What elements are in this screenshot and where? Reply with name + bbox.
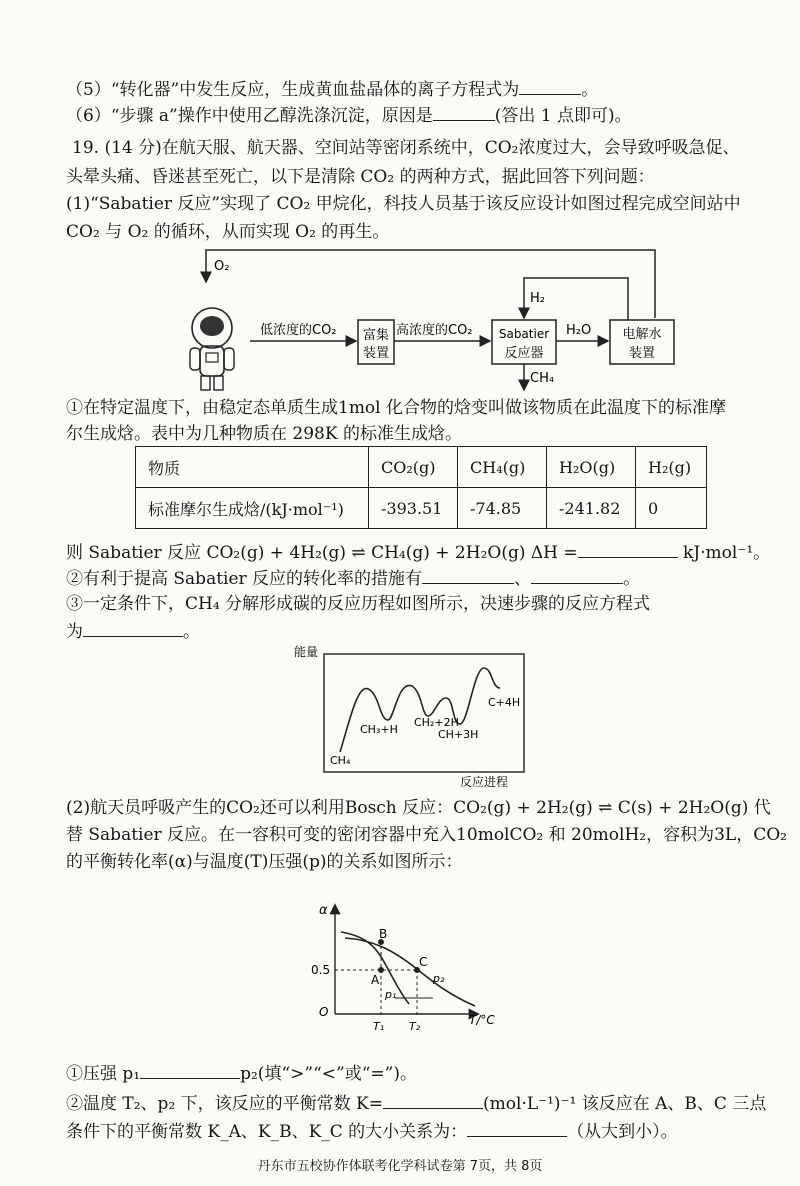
svg-text:装置: 装置 xyxy=(628,346,656,361)
page-footer: 丹东市五校协作体联考化学科试卷第 7页，共 8页 xyxy=(257,1159,543,1174)
x-axis-label: T/°C xyxy=(469,1013,495,1027)
reaction-progress-label: 反应进程 xyxy=(459,775,509,789)
table-header-cell: H₂(g) xyxy=(636,447,707,488)
q19-part1-line1: (1)“Sabatier 反应”实现了 CO₂ 甲烷化，科技人员基于该反应设计如图过程完成空间站中 xyxy=(66,194,741,214)
answer-blank[interactable] xyxy=(433,104,495,121)
table-cell: 0 xyxy=(636,488,707,529)
svg-text:装置: 装置 xyxy=(362,346,390,361)
q19-intro-line1: 19. (14 分)在航天服、航天器、空间站等密闭系统中，CO₂浓度过大，会导致呼吸急促、 xyxy=(72,138,740,158)
conversion-chart xyxy=(305,896,525,1036)
enthalpy-table xyxy=(135,446,707,529)
answer-blank[interactable] xyxy=(140,1062,240,1079)
answer-line-1: ①压强 p₁ p₂(填“>”“<”或“=”)。 xyxy=(66,1064,417,1084)
table-header-cell: CH₄(g) xyxy=(458,447,547,488)
part2-line2: 替 Sabatier 反应。在一容积可变的密闭容器中充入10molCO₂ 和 20molH₂，容积为3L，CO₂ xyxy=(66,825,787,845)
sub1-def-line1: ①在特定温度下，由稳定态单质生成1mol 化合物的焓变叫做该物质在此温度下的标准摩 xyxy=(66,398,727,418)
o2-return-line xyxy=(206,250,655,318)
species-label: CH₄ xyxy=(330,754,351,767)
sub1-q3-line1: ③一定条件下，CH₄ 分解形成碳的反应历程如图所示，决速步骤的反应方程式 xyxy=(66,594,651,614)
species-label: C+4H xyxy=(488,696,521,709)
origin-label: O xyxy=(319,1005,329,1019)
table-header-cell: H₂O(g) xyxy=(547,447,636,488)
answer-blank[interactable] xyxy=(383,1092,483,1109)
answer-blank[interactable] xyxy=(467,1120,567,1137)
h2o-label: H₂O xyxy=(566,323,592,338)
series-line-p1 xyxy=(341,932,409,1004)
species-label: CH₃+H xyxy=(360,723,398,736)
answer-blank[interactable] xyxy=(422,567,514,584)
flow-diagram xyxy=(180,240,680,400)
q18-item5: （5）“转化器”中发生反应，生成黄血盐晶体的离子方程式为 。 xyxy=(66,80,599,100)
point-label: A xyxy=(371,973,380,987)
astronaut-icon xyxy=(190,308,234,390)
low-co2-label: 低浓度的CO₂ xyxy=(260,323,337,338)
point-label: B xyxy=(379,927,388,941)
svg-text:反应器: 反应器 xyxy=(504,346,544,361)
answer-blank[interactable] xyxy=(83,620,183,637)
species-label: CH₂+2H xyxy=(414,716,459,729)
h2-label: H₂ xyxy=(530,291,545,306)
answer-blank[interactable] xyxy=(531,567,623,584)
q19-part1-line2: CO₂ 与 O₂ 的循环，从而实现 O₂ 的再生。 xyxy=(66,222,390,242)
o2-label: O₂ xyxy=(214,259,230,274)
energy-profile-chart xyxy=(288,640,548,790)
y-axis-label: α xyxy=(319,903,328,918)
svg-text:富集: 富集 xyxy=(362,328,390,343)
svg-text:Sabatier: Sabatier xyxy=(498,327,550,341)
table-header-cell: 物质 xyxy=(136,447,369,488)
answer-line-2: ②温度 T₂、p₂ 下，该反应的平衡常数 K= (mol·L⁻¹)⁻¹ 该反应在 A、B、C 三点 xyxy=(66,1094,767,1114)
svg-text:电解水: 电解水 xyxy=(622,327,662,342)
series-label: p₁ xyxy=(385,988,397,1001)
answer-blank[interactable] xyxy=(519,78,581,95)
x-tick-label: T₂ xyxy=(409,1020,421,1033)
table-cell: -241.82 xyxy=(547,488,636,529)
sub1-equation: 则 Sabatier 反应 CO₂(g) + 4H₂(g) ⇌ CH₄(g) + 2H₂O(g) ΔH = kJ·mol⁻¹。 xyxy=(66,543,771,563)
table-cell: -74.85 xyxy=(458,488,547,529)
energy-axis-label: 能量 xyxy=(294,645,319,659)
sub1-q2: ②有利于提高 Sabatier 反应的转化率的措施有 、 。 xyxy=(66,569,641,589)
answer-blank[interactable] xyxy=(578,541,678,558)
q19-intro-line2: 头晕头痛、昏迷甚至死亡，以下是清除 CO₂ 的两种方式，据此回答下列问题： xyxy=(66,167,655,187)
table-row xyxy=(136,488,707,529)
q18-item6: （6）“步骤 a”操作中使用乙醇洗涤沉淀，原因是 (答出 1 点即可)。 xyxy=(66,106,632,126)
answer-line-3: 条件下的平衡常数 K_A、K_B、K_C 的大小关系为： （从大到小）。 xyxy=(66,1122,678,1142)
table-cell: -393.51 xyxy=(369,488,458,529)
sub1-q3-line2: 为 。 xyxy=(66,622,200,642)
point-label: C xyxy=(419,955,428,969)
x-tick-label: T₁ xyxy=(373,1020,385,1033)
part2-line1: (2)航天员呼吸产生的CO₂还可以利用Bosch 反应：CO₂(g) + 2H₂(g) ⇌ C(s) + 2H₂O(g) 代 xyxy=(66,798,771,818)
ch4-label: CH₄ xyxy=(530,371,555,386)
series-line-p2 xyxy=(345,938,475,1006)
part2-line3: 的平衡转化率(α)与温度(T)压强(p)的关系如图所示： xyxy=(66,852,463,872)
table-header-cell: CO₂(g) xyxy=(369,447,458,488)
y-tick-label: 0.5 xyxy=(311,963,331,977)
species-label: CH+3H xyxy=(438,728,479,741)
table-row xyxy=(136,447,707,488)
sub1-def-line2: 尔生成焓。表中为几种物质在 298K 的标准生成焓。 xyxy=(66,424,462,444)
series-label: p₂ xyxy=(433,972,445,985)
table-cell: 标准摩尔生成焓/(kJ·mol⁻¹) xyxy=(136,488,369,529)
high-co2-label: 高浓度的CO₂ xyxy=(396,323,473,338)
